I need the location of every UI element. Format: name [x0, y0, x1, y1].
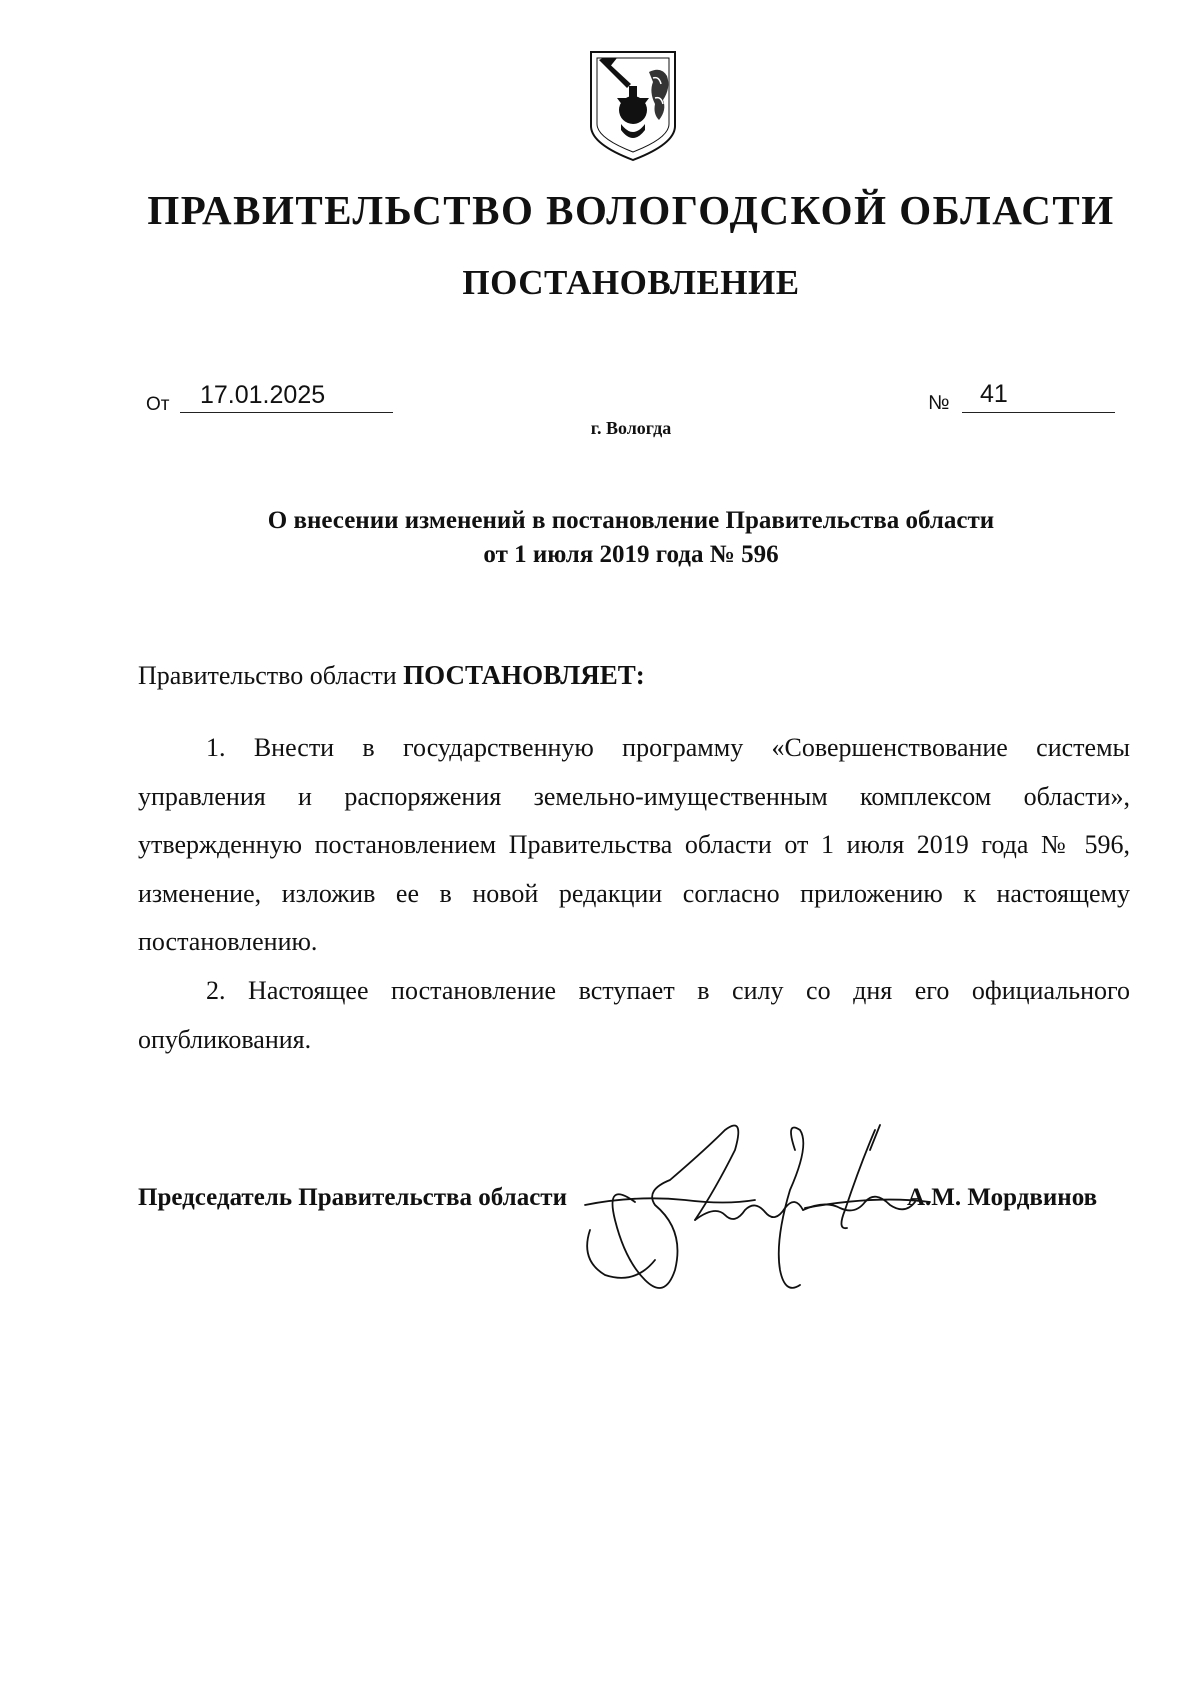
decree-intro-text: Правительство области [138, 661, 404, 690]
signatory-name: А.М. Мордвинов [907, 1184, 1098, 1211]
decree-keyword: ПОСТАНОВЛЯЕТ: [403, 660, 645, 690]
subject-line-2: от 1 июля 2019 года № 596 [483, 541, 779, 568]
paragraph-1: 1. Внести в государственную программу «Совершенствование системы управления и распоряжения земельно-имущественным комплексом области», утвержденную постановлением Правительства области от 1 июля 2019 года № 596, изменение, изложив ее в новой редакции согласно приложению к настоящему постановлению. [138, 733, 1130, 956]
city: г. Вологда [590, 418, 672, 438]
date-label: От [146, 394, 170, 415]
document-number: 41 [980, 380, 1008, 408]
document-date: 17.01.2025 [200, 381, 326, 409]
signatory-position: Председатель Правительства области [138, 1184, 567, 1211]
paragraph-2: 2. Настоящее постановление вступает в силу со дня его официального опубликования. [138, 976, 1130, 1054]
handwritten-signature [575, 1110, 935, 1310]
document-subject [0, 504, 1200, 572]
coat-of-arms-icon [587, 48, 679, 164]
decree-intro [138, 660, 645, 691]
government-title: ПРАВИТЕЛЬСТВО ВОЛОГОДСКОЙ ОБЛАСТИ [147, 187, 1115, 233]
subject-line-1: О внесении изменений в постановление Правительства области [267, 507, 995, 534]
document-type: ПОСТАНОВЛЕНИЕ [462, 263, 800, 302]
number-label: № [928, 392, 950, 414]
